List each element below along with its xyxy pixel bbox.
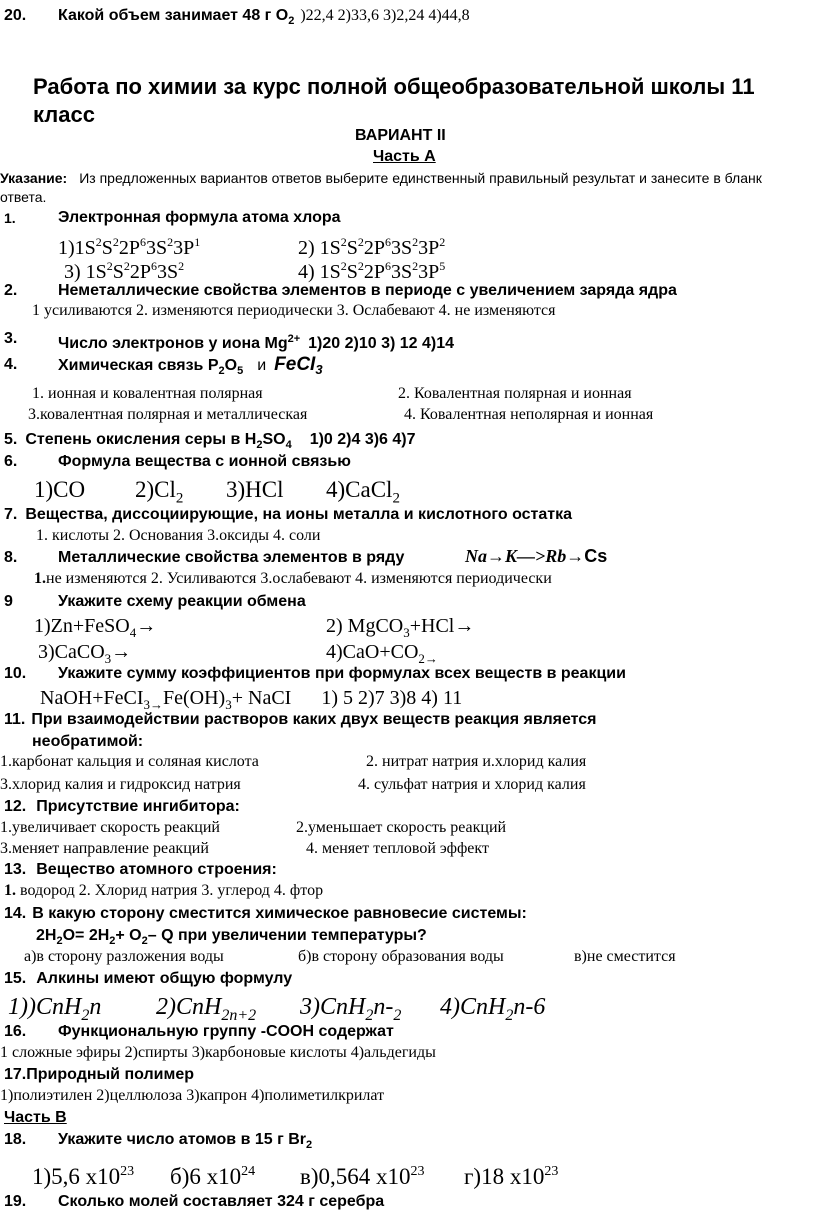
q16-number: 16. [4,1023,27,1040]
q8-number: 8. [4,549,18,566]
q2-options: 1 усиливаются 2. изменяются периодически 3. Ослабевают 4. не изменяются [32,302,556,319]
q4-option-3: 3.ковалентная полярная и металлическая [28,406,308,423]
q12-option-3: 3.меняет направление реакций [0,840,209,857]
q18-option-4: г)18 $х10^{23}$ [464,1163,559,1189]
q6-option-2: $2)Cl_2$ [135,477,184,507]
q11-question-continued: необратимой: [32,733,144,750]
q13-options: 1. водород 2. Хлорид натрия 3. углерод 4. фтор [4,882,324,899]
q19-number: 19. [4,1193,27,1210]
q6-option-3: 3)HCl [226,477,284,502]
q1-question: Электронная формула атома хлора [58,209,341,226]
q18-option-2: б)6 $х10^{24}$ [170,1163,256,1189]
q1-option-2: 2) $1S^2S^22P^63S^23P^2$ [298,235,446,259]
q12-option-4: 4. меняет тепловой эффект [306,840,489,857]
q4-option-1: 1. ионная и ковалентная полярная [32,385,263,402]
q15-option-2: 2)CnH$_{2n+2}$ [156,994,257,1024]
q14-line: 14. В какую сторону сместится химическое равновесие системы: [4,905,527,922]
q11-line: 11. При взаимодействии растворов каких двух веществ реакция является [4,711,597,728]
q9-question: Укажите схему реакции обмена [58,593,306,610]
q4-option-4: 4. Ковалентная неполярная и ионная [404,406,654,423]
q20-line: Какой объем занимает 48 г $O_2$ )22,4 2)33,6 3)2,24 4)44,8 [58,7,470,28]
q4-option-2: 2. Ковалентная полярная и ионная [398,385,632,402]
q9-option-2: 2) MgCO$_3$+HCl→ [326,615,475,640]
q12-option-1: 1.увеличивает скорость реакций [0,819,220,836]
q8-series: Na→K—>Rb→Cs [465,546,608,566]
q15-option-3: $3)CnH_2n-_2$ [300,994,402,1024]
q5-line: 5. Степень окисления серы в $H_2SO_4$ 1)0 2)4 3)6 4)7 [4,431,416,452]
q11-option-3: 3.хлорид калия и гидроксид натрия [0,776,241,793]
q2-question: Неметаллические свойства элементов в периоде с увеличением заряда ядра [58,282,677,299]
q9-option-4: $4)CaO+CO_{2\to}$ [326,641,438,666]
q1-option-4: 4) $1S^2S^22P^63S^23P^5$ [298,259,446,283]
q9-option-1: 1)Zn+FeSO$_4$→ [34,615,157,640]
q18-question: Укажите число атомов в 15 г $Br_2$ [58,1131,313,1152]
q12-line: 12. Присутствие ингибитора: [4,798,240,815]
q4-question: Химическая связь $P_2O_5$ и FeCI$_3$ [58,354,323,378]
q6-question: Формула вещества с ионной связью [58,453,351,470]
part-b-heading: Часть В [4,1109,67,1126]
q14-equation: $2H_2O= 2H_2+ O_2-$ Q при увеличении температуры? [36,927,427,948]
q14-option-3: в)не сместится [574,948,676,965]
part-a-heading: Часть А [373,148,436,165]
q15-option-4: 4)CnH$_2$n-6 [440,994,546,1024]
q1-option-1: $1)1S^2S^22P^63S^23P^1$ [58,235,201,259]
q18-option-1: 1)5,6 $х10^{23}$ [32,1163,135,1189]
q6-option-1: 1)CO [34,477,86,502]
q10-question: Укажите сумму коэффициентов при формулах всех веществ в реакции [58,665,626,682]
q13-line: 13. Вещество атомного строения: [4,861,277,878]
q9-number: 9 [4,593,13,610]
q10-equation: $NaOH+FeCI_{3\to}Fe(OH)_3+$ NaCI 1) 5 2)7 3)8 4) 11 [40,687,463,712]
q10-number: 10. [4,665,27,682]
q8-question: Металлические свойства элементов в ряду [58,549,405,566]
q11-option-1: 1.карбонат кальция и соляная кислота [0,753,259,770]
q14-option-1: а)в сторону разложения воды [24,948,224,965]
q16-options: 1 сложные эфиры 2)спирты 3)карбоновые кислоты 4)альдегиды [0,1044,436,1061]
instruction: Указание: Из предложенных вариантов ответов выберите единственный правильный результат и занесите в бланк [0,170,762,186]
q20-number: 20. [4,7,27,24]
q2-number: 2. [4,282,18,299]
q7-options: 1. кислоты 2. Основания 3.оксиды 4. соли [36,527,321,544]
q15-option-1: 1))CnH$_2$n [8,994,102,1024]
page-title: Работа по химии за курс полной общеобразовательной школы 11 [33,74,755,99]
q15-line: 15. Алкины имеют общую формулу [4,970,293,987]
q1-number: 1. [4,210,16,226]
q18-number: 18. [4,1131,27,1148]
q8-options: 1.не изменяются 2. Усиливаются 3.ослабевают 4. изменяются периодически [34,570,552,587]
q4-number: 4. [4,356,18,373]
q16-question: Функциональную группу -COOH содержат [58,1023,394,1040]
q11-option-2: 2. нитрат натрия и.хлорид калия [366,753,587,770]
q3-question: Число электронов у иона $Mg^{2+}$ 1)20 2)10 3) 12 4)14 [58,333,455,353]
q6-option-4: 4)CaCl$_2$ [326,477,400,507]
q14-option-2: б)в сторону образования воды [298,948,504,965]
q1-option-3: 3) $1S^2S^22P^63S^2$ [64,259,185,283]
q12-option-2: 2.уменьшает скорость реакций [296,819,507,836]
q17-line: 17.Природный полимер [4,1066,195,1083]
variant-heading: ВАРИАНТ II [355,127,446,144]
q11-option-4: 4. сульфат натрия и хлорид калия [358,776,586,793]
q9-option-3: 3)CaCO$_3$→ [38,641,132,666]
q17-options: 1)полиэтилен 2)целлюлоза 3)капрон 4)полиметилкрилат [0,1087,385,1104]
instruction-continued: ответа. [0,189,47,205]
q7-line: 7. Вещества, диссоциирующие, на ионы металла и кислотного остатка [4,506,573,523]
page-title-continued: класс [33,102,95,127]
q3-number: 3. [4,330,18,347]
q18-option-3: в)0,564 $х10^{23}$ [300,1163,425,1189]
q19-question: Сколько молей составляет 324 г серебра [58,1193,385,1210]
q6-number: 6. [4,453,18,470]
